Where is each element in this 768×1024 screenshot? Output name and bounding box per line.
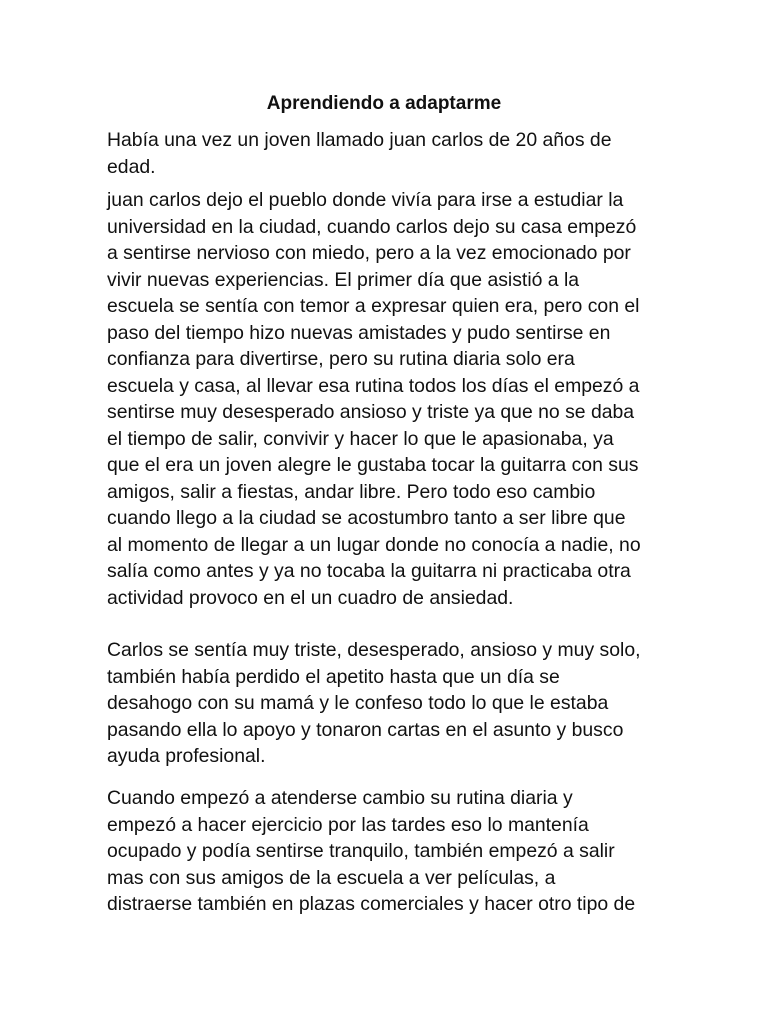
paragraph-line: universidad en la ciudad, cuando carlos dejo su casa empezó xyxy=(107,215,637,238)
paragraph-line: Carlos se sentía muy triste, desesperado, ansioso y muy solo, xyxy=(107,639,641,661)
paragraph-line: confianza para divertirse, pero su rutina diaria solo era xyxy=(107,348,575,370)
paragraph-line: edad. xyxy=(107,155,156,178)
paragraph-line: distraerse también en plazas comerciales y hacer otro tipo de xyxy=(107,893,636,915)
paragraph-line: empezó a hacer ejercicio por las tardes eso lo mantenía xyxy=(107,813,589,836)
paragraph-line: escuela se sentía con temor a expresar quien era, pero con el xyxy=(107,295,640,317)
paragraph-line: juan carlos dejo el pueblo donde vivía para irse a estudiar la xyxy=(107,189,624,211)
paragraph-line: sentirse muy desesperado ansioso y triste ya que no se daba xyxy=(107,401,635,423)
paragraph-line: paso del tiempo hizo nuevas amistades y pudo sentirse en xyxy=(107,321,611,344)
paragraph-line: al momento de llegar a un lugar donde no conocía a nadie, no xyxy=(107,533,641,556)
paragraph xyxy=(107,785,635,918)
paragraph-line: a sentirse nervioso con miedo, pero a la vez emocionado por xyxy=(107,242,631,264)
paragraph-line: mas con sus amigos de la escuela a ver películas, a xyxy=(107,866,556,889)
paragraph-line: cuando llego a la ciudad se acostumbro tanto a ser libre que xyxy=(107,507,626,529)
paragraph-line: desahogo con su mamá y le confeso todo lo que le estaba xyxy=(107,692,609,714)
paragraph-line: Había una vez un joven llamado juan carlos de 20 años de xyxy=(107,129,612,151)
paragraph-line: el tiempo de salir, convivir y hacer lo que le apasionaba, ya xyxy=(107,427,614,450)
paragraph xyxy=(107,127,612,180)
paragraph xyxy=(107,637,641,770)
paragraph-line: ocupado y podía sentirse tranquilo, también empezó a salir xyxy=(107,840,615,862)
paragraph xyxy=(107,187,641,611)
paragraph-line: actividad provoco en el un cuadro de ansiedad. xyxy=(107,586,514,609)
document-title: Aprendiendo a adaptarme xyxy=(266,93,502,114)
paragraph-line: amigos, salir a fiestas, andar libre. Pero todo eso cambio xyxy=(107,480,596,503)
paragraph-line: escuela y casa, al llevar esa rutina todos los días el empezó a xyxy=(107,374,640,397)
paragraph-line: que el era un joven alegre le gustaba tocar la guitarra con sus xyxy=(107,454,639,476)
paragraph-line: ayuda profesional. xyxy=(107,745,266,767)
paragraph-line: vivir nuevas experiencias. El primer día que asistió a la xyxy=(107,268,580,291)
paragraph-line: salía como antes y ya no tocaba la guitarra ni practicaba otra xyxy=(107,560,631,582)
paragraph-line: Cuando empezó a atenderse cambio su rutina diaria y xyxy=(107,787,573,809)
paragraph-line: también había perdido el apetito hasta que un día se xyxy=(107,665,560,688)
paragraph-line: pasando ella lo apoyo y tonaron cartas en el asunto y busco xyxy=(107,718,624,741)
